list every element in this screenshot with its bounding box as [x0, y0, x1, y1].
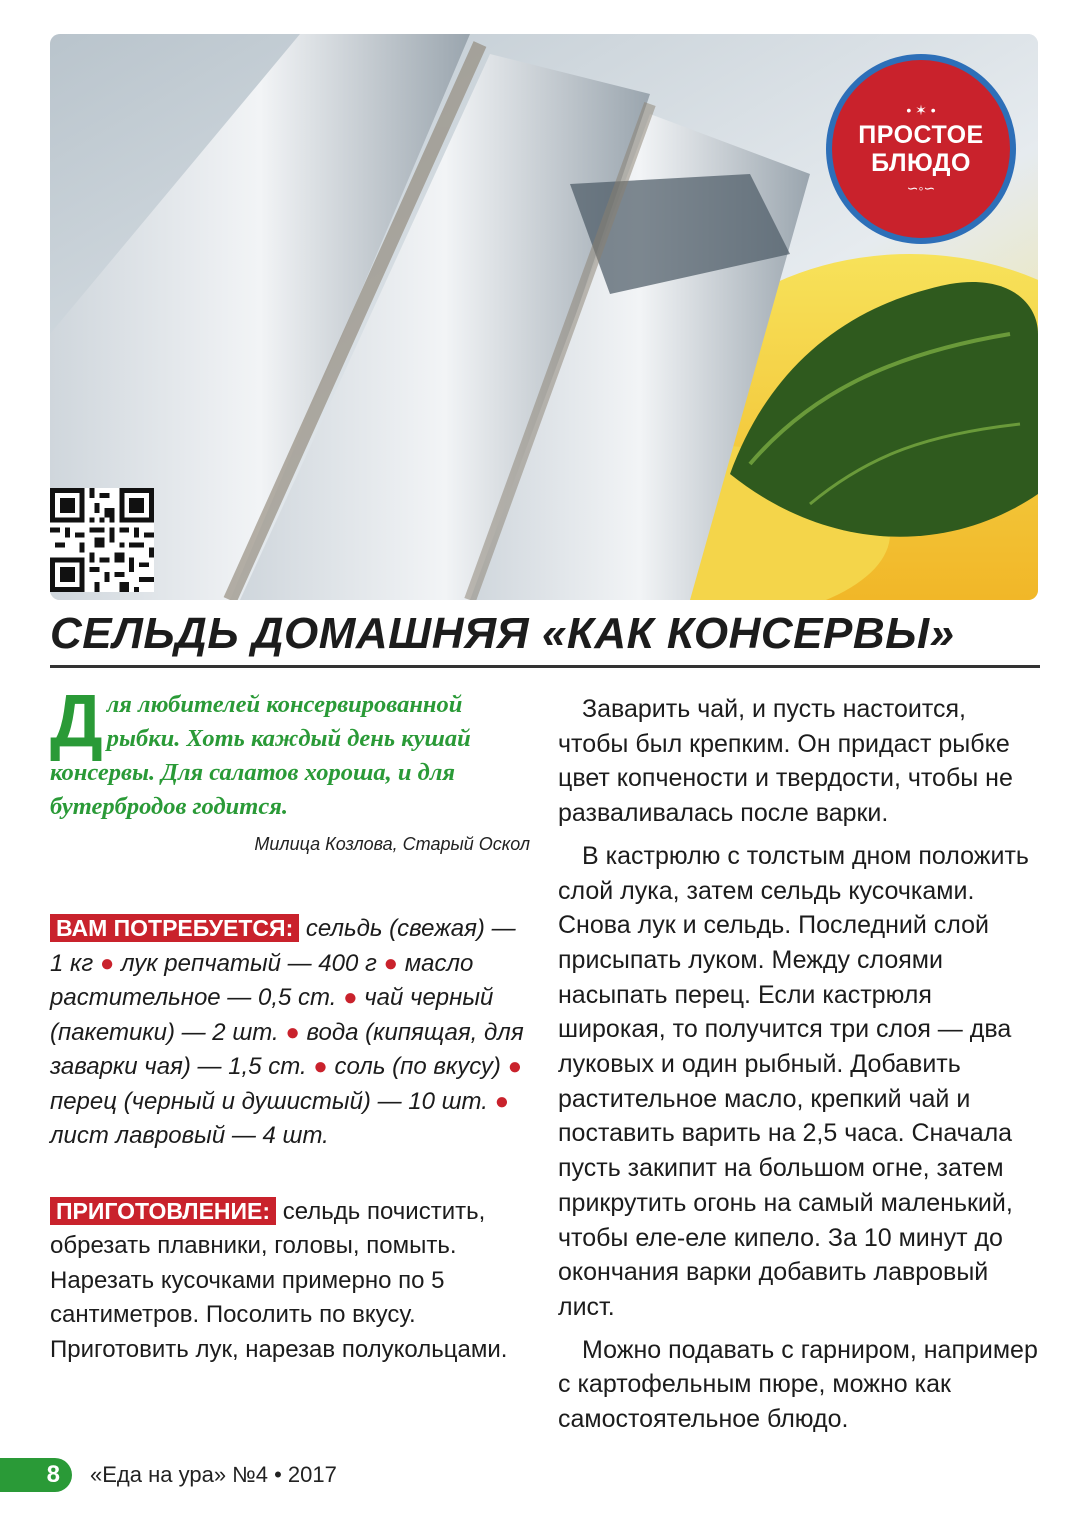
qr-code-icon[interactable]	[50, 488, 154, 592]
ingredient-item: чай черный (пакетики) — 2 шт.	[50, 984, 494, 1046]
preparation-block	[50, 1194, 530, 1368]
bullet-icon: ●	[285, 1018, 300, 1046]
left-column	[50, 679, 530, 1367]
bullet-icon: ●	[494, 1087, 510, 1115]
preparation-label: ПРИГОТОВЛЕНИЕ:	[50, 1197, 276, 1225]
bullet-icon: ●	[343, 984, 358, 1011]
article-title: СЕЛЬДЬ ДОМАШНЯЯ «КАК КОНСЕРВЫ»	[50, 609, 955, 658]
page-footer	[0, 1458, 337, 1492]
lead-paragraph	[50, 679, 530, 824]
badge-line-1: ПРОСТОЕ	[858, 121, 984, 149]
ingredient-item: лист лавровый — 4 шт.	[50, 1122, 329, 1149]
simple-dish-badge	[832, 60, 1010, 238]
lead-text: ля любителей консервированной рыбки. Хоть каждый день кушай консервы. Для салатов хороша, и для бутербродов годится.	[50, 691, 471, 820]
bullet-icon: ●	[383, 949, 399, 977]
ingredient-item: сельдь (свежая) — 1 кг	[50, 915, 516, 977]
body-paragraph: В кастрюлю с толстым дном положить слой лука, затем сельдь кусочками. Снова лук и сельдь. Последний слой присыпать луком. Между слоями насыпать перец. Если кастрюля широкая, то получится три слоя — два луковых и один рыбный. Добавить растительное масло, крепкий чай и поставить варить на 2,5 часа. Сначала пусть закипит на большом огне, затем прикрутить огонь на самый маленький, чтобы еле-еле кипело. За 10 минут до окончания варки добавить лавровый лист.	[558, 841, 1029, 1321]
body-paragraph: Заварить чай, и пусть настоится, чтобы был крепким. Он придаст рыбке цвет копчености и твердости, чтобы не разваливалась после варки.	[558, 695, 1013, 828]
ingredient-item: вода (кипящая, для заварки чая) — 1,5 ст.	[50, 1018, 524, 1080]
badge-line-2: БЛЮДО	[871, 149, 971, 177]
title-divider	[50, 665, 1040, 668]
magazine-info: «Еда на ура» №4 • 2017	[90, 1462, 337, 1487]
drop-cap: Д	[50, 679, 103, 762]
author-credit: Милица Козлова, Старый Оскол	[254, 834, 530, 854]
bullet-icon: ●	[507, 1053, 523, 1080]
ingredient-item: масло растительное — 0,5 ст.	[50, 949, 474, 1011]
stars-icon: • ✶ •	[906, 102, 936, 118]
ornament-icon: ∽◦∽	[906, 180, 936, 196]
preparation-text: сельдь почистить, обрезать плавники, головы, помыть. Нарезать кусочками примерно по 5 сантиметров. Посолить по вкусу. Приготовить лук, нарезав полукольцами.	[50, 1197, 508, 1363]
right-column	[558, 692, 1038, 1445]
ingredient-item: соль (по вкусу)	[334, 1053, 501, 1080]
ingredient-item: лук репчатый — 400 г	[121, 949, 377, 977]
body-paragraph: Можно подавать с гарниром, например с картофельным пюре, можно как самостоятельное блюдо.	[558, 1335, 1038, 1434]
ingredients-label: ВАМ ПОТРЕБУЕТСЯ:	[50, 914, 299, 942]
bullet-icon: ●	[99, 949, 115, 977]
ingredients-block	[50, 911, 530, 1154]
bullet-icon: ●	[313, 1053, 328, 1080]
ingredient-item: перец (черный и душистый) — 10 шт.	[50, 1087, 488, 1115]
page-number: 8	[0, 1458, 72, 1492]
